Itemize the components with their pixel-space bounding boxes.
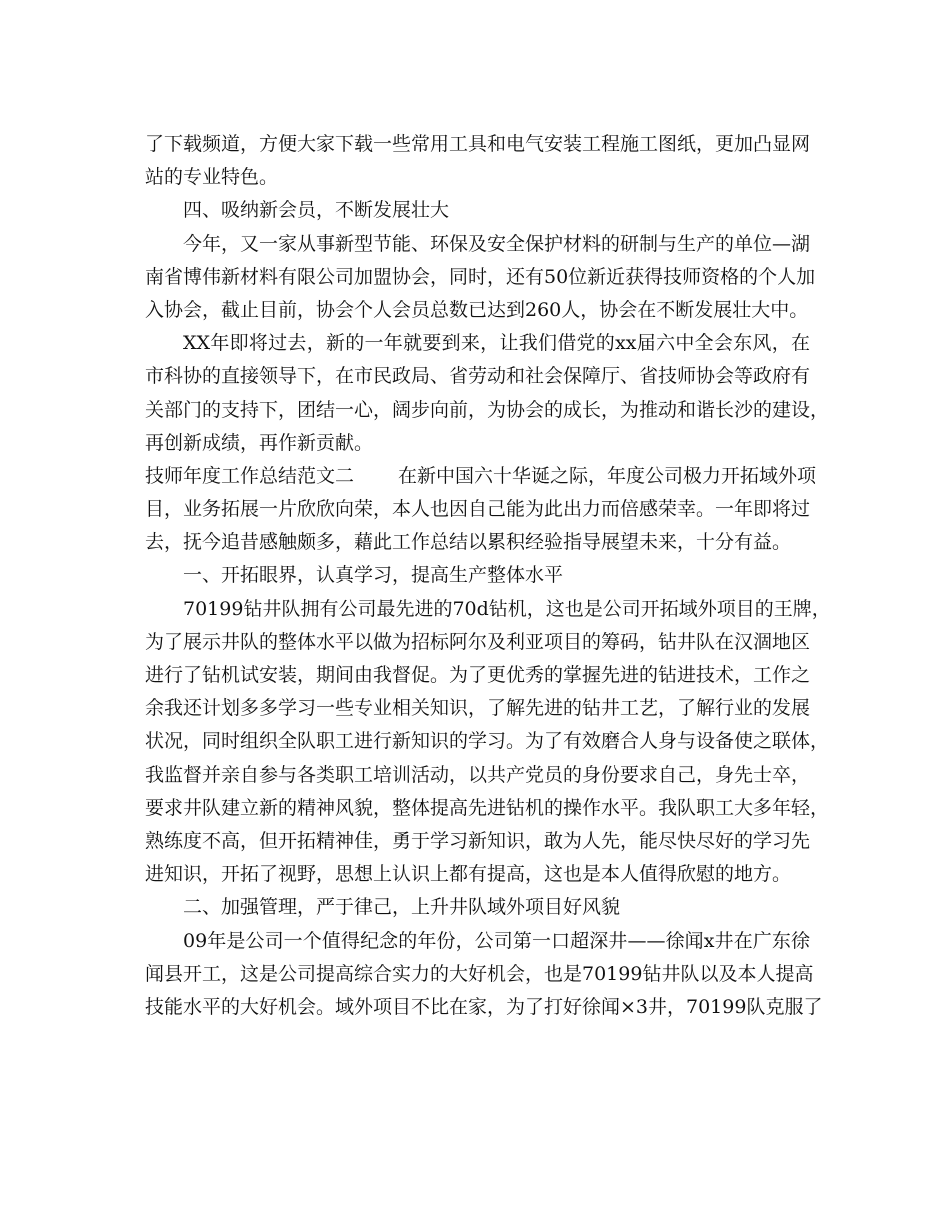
text-line: 南省博伟新材料有限公司加盟协会，同时，还有50位新近获得技师资格的个人加 (145, 265, 816, 288)
text-line: 目，业务拓展一片欣欣向荣，本人也因自己能为此出力而倍感荣幸。一年即将过 (145, 498, 811, 521)
section-heading: 技师年度工作总结范文二 (145, 464, 355, 487)
text-line: 为了展示井队的整体水平以做为招标阿尔及利亚项目的筹码，钻井队在汉涸地区 (145, 630, 811, 653)
text-line: 二、加强管理，严于律己，上升井队域外项目好风貌 (183, 896, 621, 919)
text-line: 了下载频道，方便大家下载一些常用工具和电气安装工程施工图纸，更加凸显网 (145, 133, 811, 155)
document-body (145, 128, 831, 1024)
text-line: 技能水平的大好机会。域外项目不比在家，为了打好徐闻×3井，70199队克服了 (145, 995, 823, 1018)
text-line: 状况，同时组织全队职工进行新知识的学习。为了有效磨合人身与设备使之联体， (145, 730, 830, 753)
text-line: 要求井队建立新的精神风貌，整体提高先进钻机的操作水平。我队职工大多年轻， (145, 796, 830, 819)
text-line: 余我还计划多多学习一些专业相关知识，了解先进的钻井工艺，了解行业的发展 (145, 697, 811, 720)
text-line: 市科协的直接领导下，在市民政局、省劳动和社会保障厅、省技师协会等政府有 (145, 365, 811, 388)
text-line: 关部门的支持下，团结一心，阔步向前，为协会的成长，为推动和谐长沙的建设， (145, 398, 830, 421)
text-line: XX年即将过去，新的一年就要到来，让我们借党的xx届六中全会东风，在 (183, 332, 810, 355)
text-line: 09年是公司一个值得纪念的年份，公司第一口超深井——徐闻x井在广东徐 (183, 929, 810, 952)
text-line: 站的专业特色。 (145, 166, 279, 189)
text-line: 进行了钻机试安装，期间由我督促。为了更优秀的掌握先进的钻进技术，工作之 (145, 664, 811, 686)
text-line: 去，抚今追昔感触颇多，藉此工作总结以累积经验指导展望未来，十分有益。 (145, 531, 792, 554)
text-line: 70199钻井队拥有公司最先进的70d钻机，这也是公司开拓域外项目的王牌， (183, 597, 831, 620)
text-line: 闻县开工，这是公司提高综合实力的大好机会，也是70199钻井队以及本人提高 (145, 962, 814, 985)
text-line: 进知识，开拓了视野，思想上认识上都有提高，这也是本人值得欣慰的地方。 (145, 863, 792, 886)
text-line: 再创新成绩，再作新贡献。 (145, 431, 374, 454)
text-line: 四、吸纳新会员，不断发展壮大 (183, 199, 450, 222)
text-line: 我监督并亲自参与各类职工培训活动，以共产党员的身份要求自己，身先士卒， (145, 763, 811, 786)
text-line: 入协会，截止目前，协会个人会员总数已达到260人，协会在不断发展壮大中。 (145, 298, 809, 321)
text-line: 今年，又一家从事新型节能、环保及安全保护材料的研制与生产的单位—湖 (183, 232, 811, 255)
line-continuation: 在新中国六十华诞之际，年度公司极力开拓域外项 (398, 464, 817, 487)
text-line: 熟练度不高，但开拓精神佳，勇于学习新知识，敢为人先，能尽快尽好的学习先 (145, 829, 811, 852)
text-line: 一、开拓眼界，认真学习，提高生产整体水平 (183, 564, 564, 587)
text-line (145, 460, 817, 493)
